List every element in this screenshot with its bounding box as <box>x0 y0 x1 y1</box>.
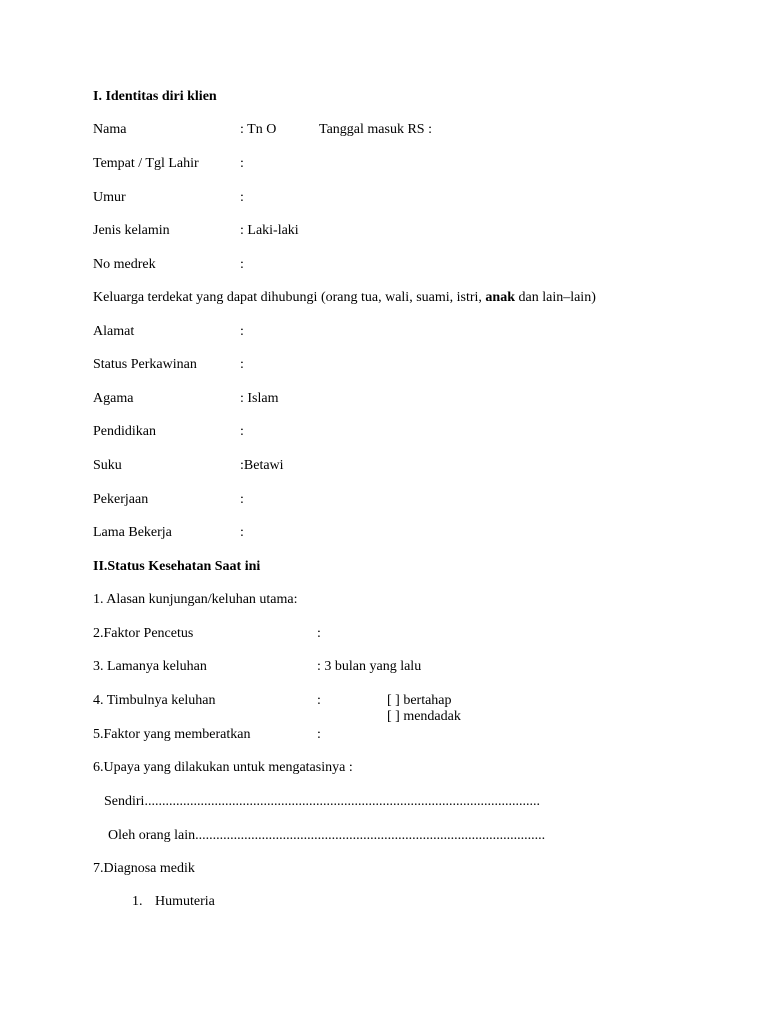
item2-label: 2.Faktor Pencetus <box>93 626 194 641</box>
value-agama: : Islam <box>240 391 279 406</box>
item4-label: 4. Timbulnya keluhan <box>93 693 216 708</box>
upaya-sendiri: Sendiri................................................................................................................. <box>104 794 540 809</box>
value-tempat-tgl-lahir: : <box>240 156 244 171</box>
label-jenis-kelamin: Jenis kelamin <box>93 223 170 238</box>
keluarga-line <box>93 290 596 306</box>
item6-upaya: 6.Upaya yang dilakukan untuk mengatasinya : <box>93 760 353 775</box>
item5-value: : <box>317 727 321 742</box>
option-bertahap: [ ] bertahap <box>387 693 452 708</box>
diagnosa-number: 1. <box>132 894 143 909</box>
diagnosa-text: Humuteria <box>155 894 215 909</box>
option-mendadak: [ ] mendadak <box>387 709 461 724</box>
item5-label: 5.Faktor yang memberatkan <box>93 727 251 742</box>
value-suku: :Betawi <box>240 458 284 473</box>
keluarga-suffix: dan lain–lain) <box>515 290 596 305</box>
item2-value: : <box>317 626 321 641</box>
value-umur: : <box>240 190 244 205</box>
label-suku: Suku <box>93 458 122 473</box>
item3-label: 3. Lamanya keluhan <box>93 659 207 674</box>
label-status-perkawinan: Status Perkawinan <box>93 357 197 372</box>
label-tempat-tgl-lahir: Tempat / Tgl Lahir <box>93 156 199 171</box>
label-agama: Agama <box>93 391 134 406</box>
label-pekerjaan: Pekerjaan <box>93 492 149 507</box>
item1-alasan: 1. Alasan kunjungan/keluhan utama: <box>93 592 298 607</box>
section2-heading: II.Status Kesehatan Saat ini <box>93 559 261 574</box>
upaya-orang-lain: Oleh orang lain.................................................................................................... <box>108 828 546 843</box>
label-no-medrek: No medrek <box>93 257 156 272</box>
item3-value: : 3 bulan yang lalu <box>317 659 422 674</box>
label-tanggal-masuk: Tanggal masuk RS : <box>319 122 432 137</box>
value-alamat: : <box>240 324 244 339</box>
label-nama: Nama <box>93 122 127 137</box>
section1-heading: I. Identitas diri klien <box>93 89 217 104</box>
value-status-perkawinan: : <box>240 357 244 372</box>
keluarga-bold: anak <box>485 290 515 305</box>
value-no-medrek: : <box>240 257 244 272</box>
item4-value: : <box>317 693 321 708</box>
value-lama-bekerja: : <box>240 525 244 540</box>
label-umur: Umur <box>93 190 126 205</box>
value-pekerjaan: : <box>240 492 244 507</box>
label-alamat: Alamat <box>93 324 135 339</box>
value-jenis-kelamin: : Laki-laki <box>240 223 299 238</box>
label-lama-bekerja: Lama Bekerja <box>93 525 172 540</box>
label-pendidikan: Pendidikan <box>93 424 156 439</box>
keluarga-prefix: Keluarga terdekat yang dapat dihubungi (orang tua, wali, suami, istri, <box>93 290 486 305</box>
value-nama: : Tn O <box>240 122 277 137</box>
value-pendidikan: : <box>240 424 244 439</box>
item7-diagnosa: 7.Diagnosa medik <box>93 861 195 876</box>
